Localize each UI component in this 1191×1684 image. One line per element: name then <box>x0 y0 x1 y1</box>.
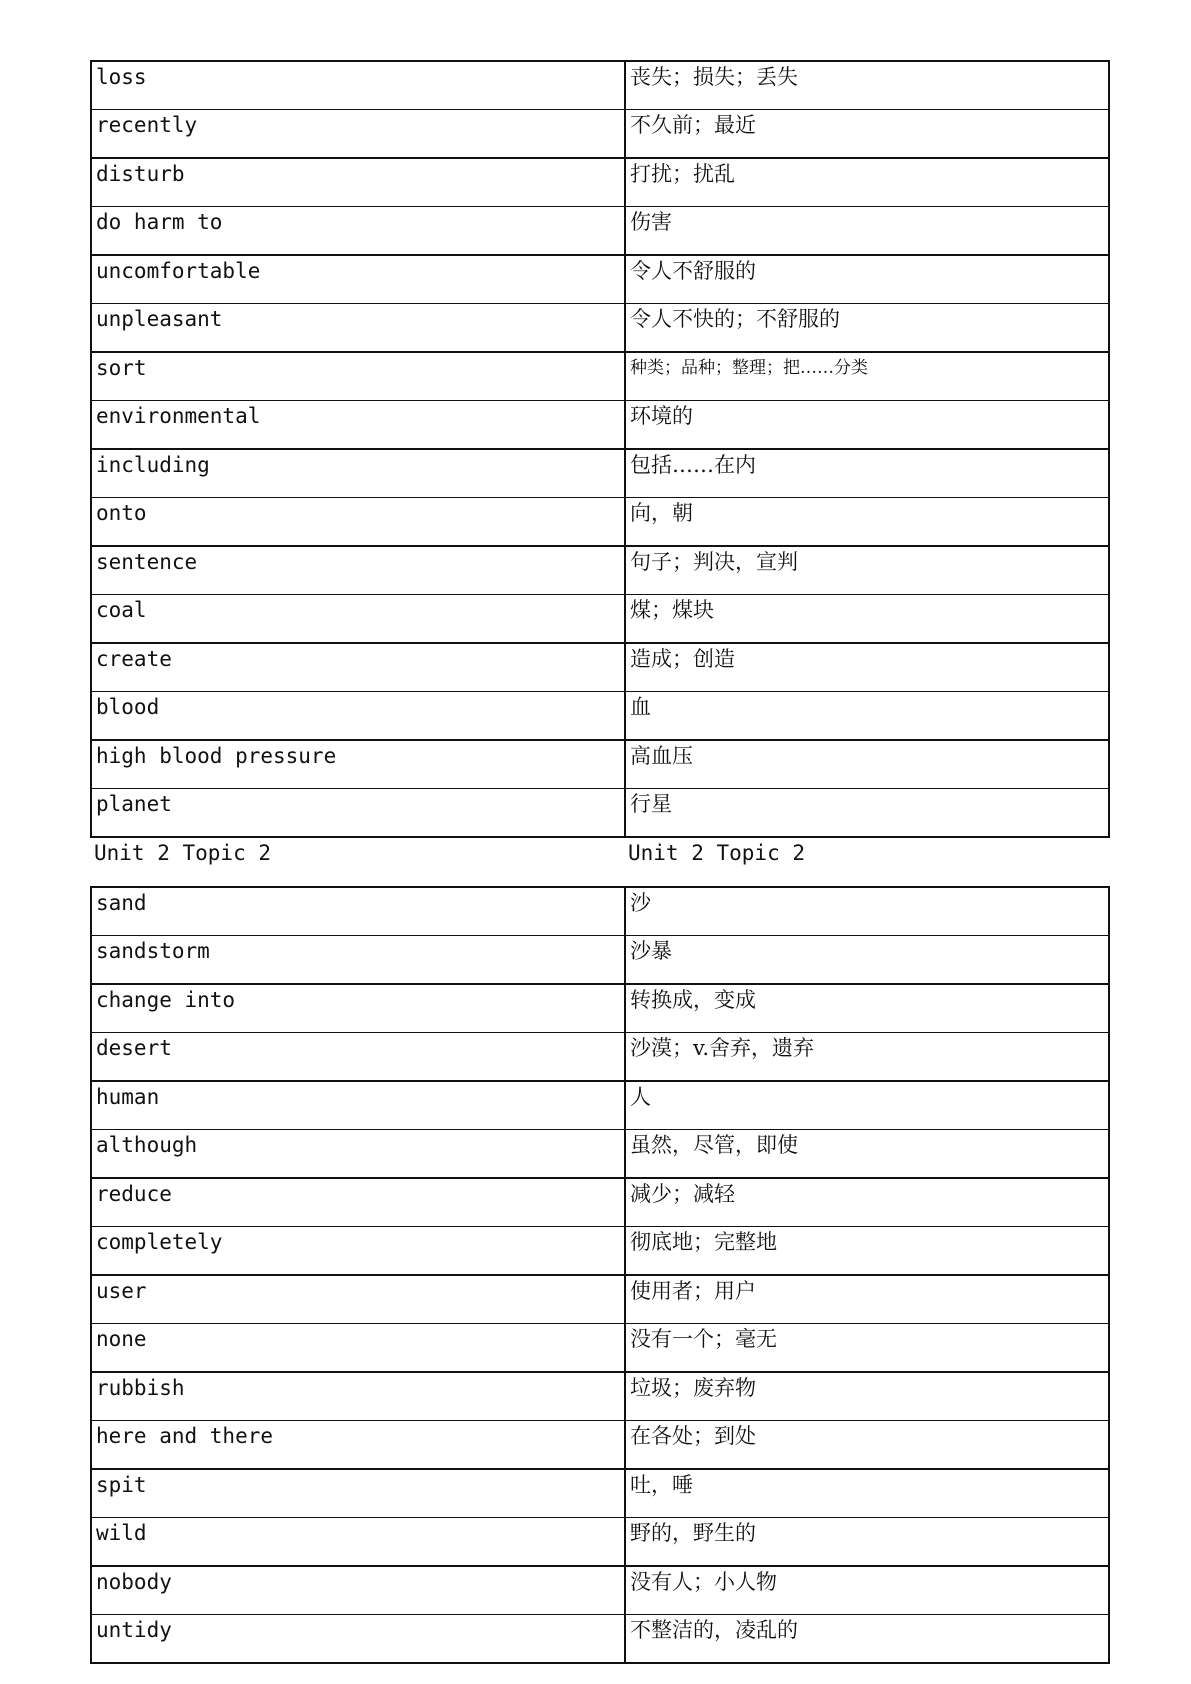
chinese-meaning: 虽然，尽管，即使 <box>625 1130 1109 1179</box>
english-term: user <box>91 1275 625 1324</box>
english-term: environmental <box>91 401 625 450</box>
chinese-meaning: 种类；品种；整理；把……分类 <box>625 352 1109 401</box>
english-term: although <box>91 1130 625 1179</box>
vocab-row <box>91 1421 1109 1470</box>
chinese-meaning: 吐，唾 <box>625 1469 1109 1518</box>
chinese-meaning: 丧失；损失；丢失 <box>625 61 1109 110</box>
vocab-row <box>91 1615 1109 1664</box>
vocab-row <box>91 740 1109 789</box>
chinese-meaning: 彻底地；完整地 <box>625 1227 1109 1276</box>
english-term: including <box>91 449 625 498</box>
chinese-meaning: 高血压 <box>625 740 1109 789</box>
chinese-meaning: 没有一个；毫无 <box>625 1324 1109 1373</box>
chinese-meaning: 包括……在内 <box>625 449 1109 498</box>
vocab-row <box>91 1518 1109 1567</box>
chinese-meaning: 环境的 <box>625 401 1109 450</box>
english-term: high blood pressure <box>91 740 625 789</box>
vocab-row <box>91 789 1109 838</box>
vocab-row <box>91 1130 1109 1179</box>
vocab-row <box>91 401 1109 450</box>
vocabulary-page <box>90 60 1110 1664</box>
english-term: blood <box>91 692 625 741</box>
vocab-row <box>91 352 1109 401</box>
english-term: recently <box>91 110 625 159</box>
english-term: change into <box>91 984 625 1033</box>
chinese-meaning: 没有人；小人物 <box>625 1566 1109 1615</box>
chinese-meaning: 血 <box>625 692 1109 741</box>
english-term: sentence <box>91 546 625 595</box>
english-term: loss <box>91 61 625 110</box>
chinese-meaning: 垃圾；废弃物 <box>625 1372 1109 1421</box>
vocab-row <box>91 546 1109 595</box>
english-term: sort <box>91 352 625 401</box>
english-term: wild <box>91 1518 625 1567</box>
vocab-row <box>91 887 1109 936</box>
section-heading-right: Unit 2 Topic 2 <box>628 841 806 865</box>
vocab-row <box>91 158 1109 207</box>
english-term: nobody <box>91 1566 625 1615</box>
chinese-meaning: 造成；创造 <box>625 643 1109 692</box>
chinese-meaning: 句子；判决，宣判 <box>625 546 1109 595</box>
chinese-meaning: 人 <box>625 1081 1109 1130</box>
english-term: human <box>91 1081 625 1130</box>
english-term: desert <box>91 1033 625 1082</box>
chinese-meaning: 伤害 <box>625 207 1109 256</box>
vocab-row <box>91 595 1109 644</box>
chinese-meaning: 沙暴 <box>625 936 1109 985</box>
chinese-meaning: 使用者；用户 <box>625 1275 1109 1324</box>
chinese-meaning: 向，朝 <box>625 498 1109 547</box>
chinese-meaning: 沙漠；v.舍弃，遗弃 <box>625 1033 1109 1082</box>
english-term: onto <box>91 498 625 547</box>
chinese-meaning: 转换成，变成 <box>625 984 1109 1033</box>
english-term: spit <box>91 1469 625 1518</box>
vocab-row <box>91 255 1109 304</box>
section-heading-left: Unit 2 Topic 2 <box>94 841 272 865</box>
vocab-row <box>91 692 1109 741</box>
section-heading <box>90 838 1110 886</box>
english-term: create <box>91 643 625 692</box>
english-term: none <box>91 1324 625 1373</box>
vocab-table-topic-2 <box>90 886 1110 1664</box>
vocab-row <box>91 1566 1109 1615</box>
english-term: sandstorm <box>91 936 625 985</box>
english-term: coal <box>91 595 625 644</box>
vocab-row <box>91 110 1109 159</box>
english-term: completely <box>91 1227 625 1276</box>
english-term: untidy <box>91 1615 625 1664</box>
chinese-meaning: 煤；煤块 <box>625 595 1109 644</box>
vocab-row <box>91 1178 1109 1227</box>
vocab-row <box>91 984 1109 1033</box>
english-term: reduce <box>91 1178 625 1227</box>
vocab-row <box>91 1081 1109 1130</box>
vocab-row <box>91 1372 1109 1421</box>
english-term: unpleasant <box>91 304 625 353</box>
vocab-row <box>91 1324 1109 1373</box>
vocab-row <box>91 643 1109 692</box>
chinese-meaning: 令人不快的；不舒服的 <box>625 304 1109 353</box>
vocab-row <box>91 936 1109 985</box>
vocab-row <box>91 1275 1109 1324</box>
english-term: rubbish <box>91 1372 625 1421</box>
english-term: sand <box>91 887 625 936</box>
english-term: planet <box>91 789 625 838</box>
chinese-meaning: 减少；减轻 <box>625 1178 1109 1227</box>
vocab-row <box>91 207 1109 256</box>
chinese-meaning: 不久前；最近 <box>625 110 1109 159</box>
vocab-row <box>91 449 1109 498</box>
english-term: disturb <box>91 158 625 207</box>
vocab-table-topic-1 <box>90 60 1110 838</box>
chinese-meaning: 令人不舒服的 <box>625 255 1109 304</box>
english-term: uncomfortable <box>91 255 625 304</box>
vocab-row <box>91 1469 1109 1518</box>
english-term: do harm to <box>91 207 625 256</box>
vocab-row <box>91 1033 1109 1082</box>
vocab-row <box>91 1227 1109 1276</box>
english-term: here and there <box>91 1421 625 1470</box>
chinese-meaning: 不整洁的，凌乱的 <box>625 1615 1109 1664</box>
chinese-meaning: 在各处；到处 <box>625 1421 1109 1470</box>
vocab-row <box>91 498 1109 547</box>
chinese-meaning: 野的，野生的 <box>625 1518 1109 1567</box>
chinese-meaning: 行星 <box>625 789 1109 838</box>
vocab-row <box>91 304 1109 353</box>
chinese-meaning: 沙 <box>625 887 1109 936</box>
vocab-row <box>91 61 1109 110</box>
chinese-meaning: 打扰；扰乱 <box>625 158 1109 207</box>
